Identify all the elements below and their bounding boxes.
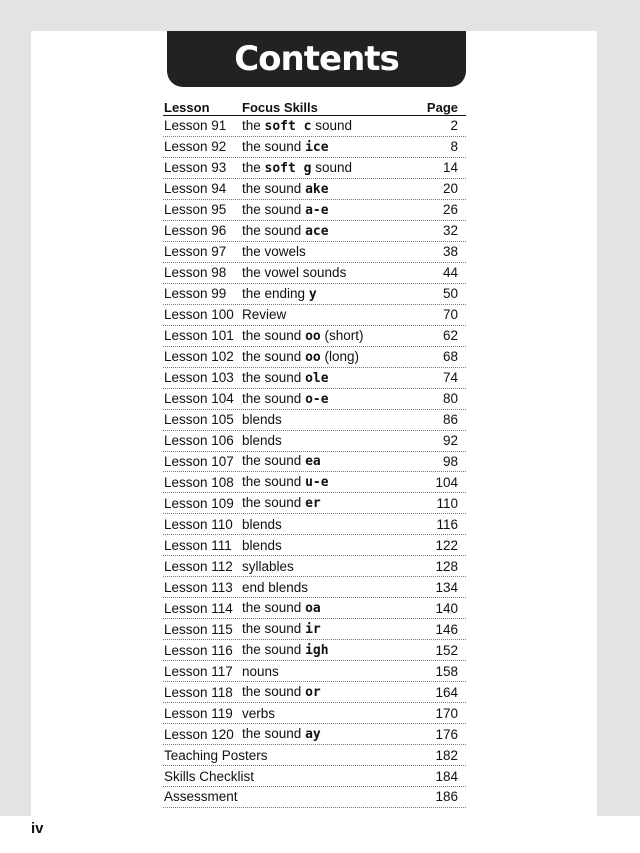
table-row[interactable]: [163, 200, 466, 221]
row-page: 44: [442, 265, 458, 281]
row-page: 134: [435, 579, 458, 595]
row-lesson: Lesson 105: [164, 412, 234, 428]
row-skill-keyword: oo: [305, 328, 321, 344]
row-focus-skill: [242, 580, 418, 595]
row-lesson: Lesson 115: [164, 621, 233, 637]
row-skill-text: the sound: [242, 201, 306, 217]
table-row[interactable]: [163, 410, 466, 431]
row-page: 38: [442, 244, 458, 260]
row-focus-skill: [242, 433, 418, 448]
row-lesson: Lesson 106: [164, 433, 234, 449]
footer-band: [0, 816, 640, 853]
row-page: 140: [435, 600, 458, 616]
row-lesson: Teaching Posters: [164, 747, 268, 763]
row-focus-skill: [242, 559, 418, 574]
table-row[interactable]: [163, 242, 466, 263]
row-skill-text: verbs: [242, 705, 276, 721]
row-skill-text: the sound: [242, 495, 306, 511]
table-row[interactable]: [163, 535, 466, 556]
row-lesson: Lesson 107: [164, 453, 234, 469]
row-skill-keyword: ace: [305, 223, 329, 239]
row-page: 128: [435, 558, 458, 574]
row-skill-keyword: oa: [305, 601, 321, 617]
row-page: 152: [435, 642, 458, 658]
row-focus-skill: [242, 223, 418, 239]
table-row[interactable]: [163, 116, 466, 137]
row-skill-text: the vowels: [242, 244, 306, 260]
row-skill-text: the sound: [242, 600, 306, 616]
row-lesson: Lesson 95: [164, 202, 227, 218]
row-focus-skill: [242, 706, 418, 721]
row-focus-skill: [242, 202, 418, 218]
row-skill-text: the vowel sounds: [242, 265, 347, 281]
row-lesson: Lesson 96: [164, 223, 227, 239]
row-focus-skill: [242, 265, 418, 280]
table-row[interactable]: [163, 452, 466, 473]
row-page: 26: [442, 202, 458, 218]
row-page: 20: [442, 181, 458, 197]
page-title: Contents: [234, 39, 399, 79]
row-focus-skill: [242, 412, 418, 427]
row-skill-keyword: er: [305, 496, 321, 512]
row-focus-skill: [242, 118, 418, 134]
row-lesson: Lesson 92: [164, 139, 227, 155]
table-row[interactable]: [163, 137, 466, 158]
row-lesson: Lesson 98: [164, 265, 227, 281]
row-lesson: Lesson 101: [164, 328, 234, 344]
table-header: [163, 95, 466, 116]
row-page: 98: [442, 453, 458, 469]
table-row[interactable]: [163, 556, 466, 577]
row-skill-text: blends: [242, 537, 282, 553]
row-page: 104: [435, 474, 458, 490]
row-skill-text: nouns: [242, 663, 279, 679]
row-page: 80: [442, 391, 458, 407]
row-lesson: Lesson 110: [164, 516, 233, 532]
row-skill-text: the sound: [242, 684, 306, 700]
row-page: 62: [442, 328, 458, 344]
table-row[interactable]: [163, 514, 466, 535]
table-row[interactable]: [163, 493, 466, 514]
table-row[interactable]: [163, 703, 466, 724]
table-row[interactable]: [163, 368, 466, 389]
row-focus-skill: [242, 286, 418, 302]
row-focus-skill: [242, 453, 418, 469]
page-number: iv: [31, 820, 44, 837]
row-page: 14: [442, 160, 458, 176]
row-lesson: Assessment: [164, 789, 238, 805]
row-focus-skill: [242, 538, 418, 553]
row-skill-text: the sound: [242, 180, 306, 196]
row-skill-text: blends: [242, 516, 282, 532]
table-body: [163, 116, 466, 808]
table-row[interactable]: [163, 305, 466, 326]
row-focus-skill: [242, 370, 418, 386]
row-skill-keyword: u-e: [305, 475, 329, 491]
row-lesson: Lesson 94: [164, 181, 227, 197]
row-focus-skill: [242, 726, 418, 742]
row-page: 86: [442, 412, 458, 428]
row-page: 184: [435, 768, 458, 784]
row-lesson: Lesson 104: [164, 391, 234, 407]
row-skill-keyword: soft c: [264, 118, 312, 134]
table-row[interactable]: [163, 598, 466, 619]
row-focus-skill: [242, 181, 418, 197]
row-lesson: Lesson 120: [164, 726, 234, 742]
row-focus-skill: [242, 517, 418, 532]
row-skill-text: the sound: [242, 621, 306, 637]
row-skill-keyword: ay: [305, 727, 321, 743]
row-focus-skill: [242, 160, 418, 176]
row-lesson: Lesson 91: [164, 118, 227, 134]
row-page: 8: [450, 139, 458, 155]
row-skill-keyword: ir: [305, 622, 321, 638]
row-skill-text: the sound: [242, 327, 306, 343]
row-lesson: Lesson 116: [164, 642, 233, 658]
row-lesson: Lesson 109: [164, 495, 234, 511]
row-page: 182: [435, 747, 458, 763]
row-skill-text: the sound: [242, 138, 306, 154]
row-page: 176: [435, 726, 458, 742]
row-skill-text: the: [242, 159, 265, 175]
table-row[interactable]: [163, 682, 466, 703]
table-row[interactable]: [163, 661, 466, 682]
table-row[interactable]: [163, 158, 466, 179]
row-lesson: Skills Checklist: [164, 768, 255, 784]
table-row[interactable]: [163, 284, 466, 305]
row-skill-text: (long): [320, 348, 359, 364]
row-skill-text: the: [242, 117, 265, 133]
row-lesson: Lesson 113: [164, 579, 233, 595]
table-row[interactable]: [163, 389, 466, 410]
row-page: 170: [435, 705, 458, 721]
row-focus-skill: [242, 139, 418, 155]
row-focus-skill: [242, 600, 418, 616]
table-row[interactable]: [163, 577, 466, 598]
row-skill-keyword: soft g: [264, 160, 312, 176]
row-skill-keyword: o-e: [305, 391, 329, 407]
row-page: 68: [442, 349, 458, 365]
title-tab: [167, 31, 466, 87]
row-focus-skill: [242, 391, 418, 407]
row-skill-keyword: a-e: [305, 202, 329, 218]
row-skill-text: the sound: [242, 642, 306, 658]
header-page: Page: [426, 100, 458, 115]
row-skill-keyword: oo: [305, 349, 321, 365]
row-page: 158: [435, 663, 458, 679]
table-row[interactable]: [163, 640, 466, 661]
row-focus-skill: [242, 244, 418, 259]
row-page: 186: [435, 789, 458, 805]
row-skill-keyword: igh: [305, 643, 329, 659]
row-focus-skill: [242, 495, 418, 511]
row-focus-skill: [242, 642, 418, 658]
row-lesson: Lesson 108: [164, 474, 234, 490]
header-lesson: Lesson: [164, 100, 210, 115]
row-page: 92: [442, 433, 458, 449]
row-page: 122: [435, 537, 458, 553]
row-lesson: Lesson 114: [164, 600, 233, 616]
row-lesson: Lesson 119: [164, 705, 233, 721]
row-skill-keyword: ake: [305, 181, 329, 197]
table-row[interactable]: [163, 221, 466, 242]
row-focus-skill: [242, 474, 418, 490]
table-row[interactable]: [163, 263, 466, 284]
row-skill-text: end blends: [242, 579, 309, 595]
row-skill-text: blends: [242, 412, 282, 428]
row-page: 74: [442, 370, 458, 386]
row-lesson: Lesson 103: [164, 370, 234, 386]
row-page: 50: [442, 286, 458, 302]
row-focus-skill: [242, 664, 418, 679]
row-skill-keyword: ice: [305, 139, 329, 155]
row-skill-keyword: ole: [305, 370, 329, 386]
row-lesson: Lesson 118: [164, 684, 233, 700]
table-row[interactable]: [163, 619, 466, 640]
row-skill-text: sound: [311, 159, 353, 175]
table-row[interactable]: [163, 326, 466, 347]
row-focus-skill: [242, 349, 418, 365]
row-lesson: Lesson 100: [164, 307, 234, 323]
table-row[interactable]: [163, 766, 466, 787]
contents-table: [163, 95, 466, 808]
header-focus-skills: Focus Skills: [242, 100, 318, 115]
row-skill-text: the sound: [242, 348, 306, 364]
row-skill-text: the sound: [242, 726, 306, 742]
row-lesson: Lesson 97: [164, 244, 227, 260]
row-page: 110: [436, 495, 458, 511]
row-skill-text: the sound: [242, 369, 306, 385]
row-skill-text: the sound: [242, 474, 306, 490]
row-skill-text: (short): [320, 327, 364, 343]
row-page: 116: [436, 516, 458, 532]
row-page: 32: [442, 223, 458, 239]
table-row[interactable]: [163, 724, 466, 745]
row-skill-text: syllables: [242, 558, 294, 574]
row-page: 146: [435, 621, 458, 637]
row-page: 164: [435, 684, 458, 700]
row-skill-keyword: ea: [305, 454, 321, 470]
row-skill-text: blends: [242, 433, 282, 449]
row-skill-text: sound: [311, 117, 353, 133]
table-row[interactable]: [163, 179, 466, 200]
row-focus-skill: [242, 684, 418, 700]
row-skill-text: the sound: [242, 453, 306, 469]
row-lesson: Lesson 117: [164, 663, 233, 679]
table-row[interactable]: [163, 787, 466, 808]
row-skill-keyword: or: [305, 685, 321, 701]
row-lesson: Lesson 112: [164, 558, 233, 574]
row-focus-skill: [242, 621, 418, 637]
row-page: 70: [442, 307, 458, 323]
row-lesson: Lesson 102: [164, 349, 234, 365]
table-row[interactable]: [163, 745, 466, 766]
row-lesson: Lesson 93: [164, 160, 227, 176]
row-lesson: Lesson 99: [164, 286, 227, 302]
row-focus-skill: [242, 307, 418, 322]
row-skill-text: the ending: [242, 285, 309, 301]
row-skill-keyword: y: [308, 286, 317, 302]
table-row[interactable]: [163, 472, 466, 493]
row-lesson: Lesson 111: [164, 537, 232, 553]
table-row[interactable]: [163, 347, 466, 368]
row-focus-skill: [242, 328, 418, 344]
row-skill-text: the sound: [242, 390, 306, 406]
table-row[interactable]: [163, 431, 466, 452]
row-skill-text: Review: [242, 307, 287, 323]
row-skill-text: the sound: [242, 222, 306, 238]
row-page: 2: [450, 118, 458, 134]
